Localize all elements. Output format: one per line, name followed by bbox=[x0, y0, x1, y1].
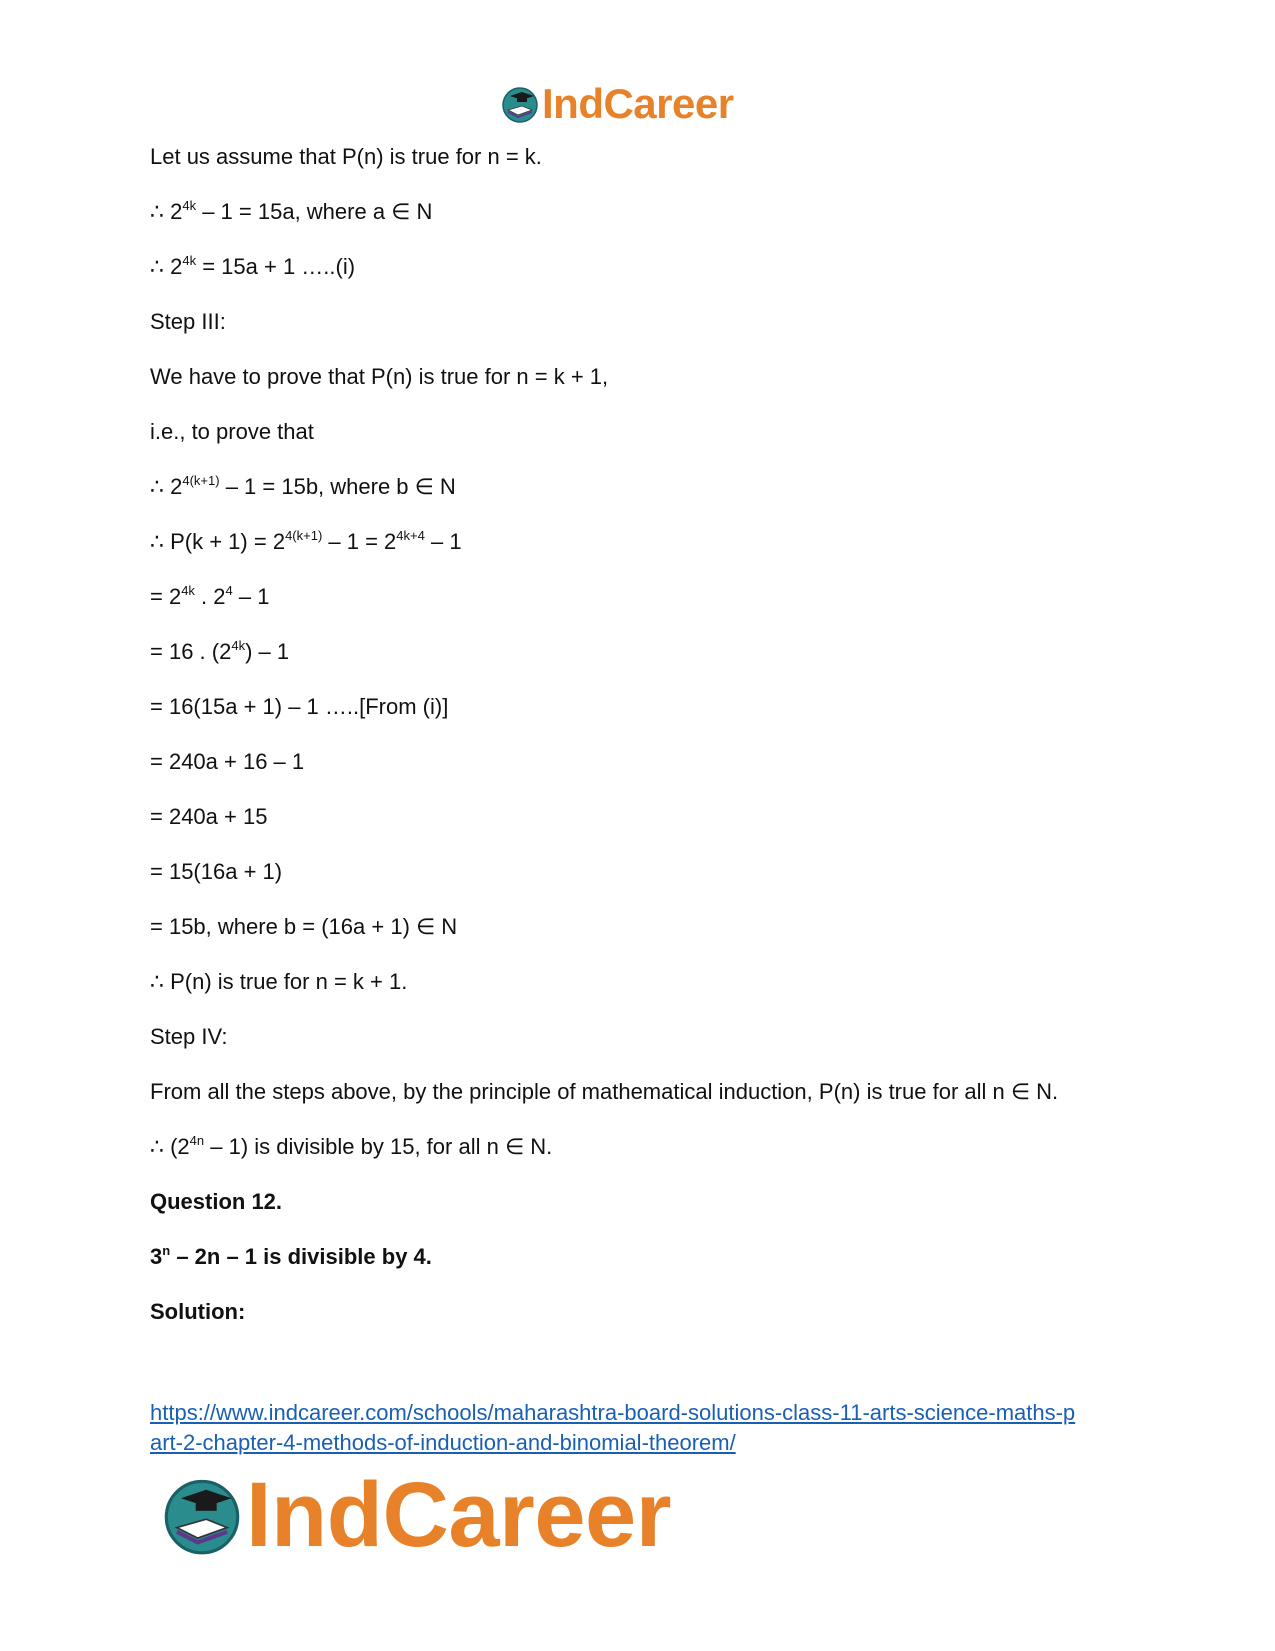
text-run: = 16(15a + 1) – 1 …..[From (i)] bbox=[150, 694, 449, 719]
superscript: 4k+4 bbox=[396, 528, 425, 543]
text-run: Step III: bbox=[150, 309, 226, 334]
text-run: – 1 = 15a, where a ∈ N bbox=[196, 199, 433, 224]
text-line-7 bbox=[150, 472, 1150, 502]
text-run: ∴ 2 bbox=[150, 474, 183, 499]
text-run: = 16 . (2 bbox=[150, 639, 232, 664]
text-line-4 bbox=[150, 307, 1150, 337]
text-run: = 240a + 16 – 1 bbox=[150, 749, 305, 774]
text-run: – 1 bbox=[232, 584, 270, 609]
header-logo-text: IndCareer bbox=[542, 80, 734, 127]
text-run: From all the steps above, by the principle of mathematical induction, P(n) is true for all n ∈ N. bbox=[150, 1079, 1059, 1104]
globe-graduation-cap-book-icon bbox=[160, 1473, 244, 1557]
source-link-line-2[interactable]: art-2-chapter-4-methods-of-induction-and-binomial-theorem/ bbox=[150, 1430, 736, 1455]
text-run: Question 12. bbox=[150, 1189, 283, 1214]
text-line-14 bbox=[150, 857, 1150, 887]
superscript: 4k bbox=[181, 583, 195, 598]
text-line-13 bbox=[150, 802, 1150, 832]
text-run: 3 bbox=[150, 1244, 163, 1269]
text-line-17 bbox=[150, 1022, 1150, 1052]
text-line-6 bbox=[150, 417, 1150, 447]
text-line-18 bbox=[150, 1077, 1150, 1107]
footer-logo-text: IndCareer bbox=[246, 1463, 671, 1566]
text-run: ∴ P(n) is true for n = k + 1. bbox=[150, 969, 408, 994]
superscript: 4k bbox=[182, 253, 197, 268]
text-line-8 bbox=[150, 527, 1150, 557]
text-line-12 bbox=[150, 747, 1150, 777]
text-line-3 bbox=[150, 252, 1150, 282]
text-run: ) – 1 bbox=[245, 639, 290, 664]
text-line-15 bbox=[150, 912, 1150, 942]
text-line-5 bbox=[150, 362, 1150, 392]
text-line-20 bbox=[150, 1187, 1150, 1217]
header-logo bbox=[500, 80, 734, 128]
superscript: 4(k+1) bbox=[182, 473, 220, 488]
text-line-1 bbox=[150, 142, 1150, 172]
text-line-21 bbox=[150, 1242, 1150, 1272]
text-run: ∴ 2 bbox=[150, 199, 183, 224]
text-run: – 2n – 1 is divisible by 4. bbox=[170, 1244, 432, 1269]
superscript: 4k bbox=[182, 198, 197, 213]
source-link-line-1[interactable]: https://www.indcareer.com/schools/maharashtra-board-solutions-class-11-arts-science-maths-p bbox=[150, 1400, 1076, 1425]
text-line-2 bbox=[150, 197, 1150, 227]
text-line-10 bbox=[150, 637, 1150, 667]
text-line-11 bbox=[150, 692, 1150, 722]
text-run: = 15(16a + 1) bbox=[150, 859, 283, 884]
text-run: Let us assume that P(n) is true for n = k. bbox=[150, 144, 542, 169]
text-run: = 15a + 1 …..(i) bbox=[196, 254, 356, 279]
globe-graduation-cap-book-icon bbox=[500, 84, 540, 124]
superscript: 4 bbox=[225, 583, 233, 598]
text-run: – 1) is divisible by 15, for all n ∈ N. bbox=[204, 1134, 553, 1159]
text-line-9 bbox=[150, 582, 1150, 612]
text-run: Solution: bbox=[150, 1299, 246, 1324]
text-run: = 15b, where b = (16a + 1) ∈ N bbox=[150, 914, 458, 939]
superscript: n bbox=[162, 1243, 171, 1258]
text-run: ∴ P(k + 1) = 2 bbox=[150, 529, 286, 554]
text-run: We have to prove that P(n) is true for n = k + 1, bbox=[150, 364, 609, 389]
superscript: 4k bbox=[231, 638, 246, 653]
text-run: ∴ 2 bbox=[150, 254, 183, 279]
text-run: ∴ (2 bbox=[150, 1134, 190, 1159]
document-body bbox=[150, 142, 1150, 1352]
text-run: = 240a + 15 bbox=[150, 804, 268, 829]
text-run: Step IV: bbox=[150, 1024, 228, 1049]
text-line-19 bbox=[150, 1132, 1150, 1162]
text-run: – 1 = 15b, where b ∈ N bbox=[219, 474, 456, 499]
text-run: – 1 = 2 bbox=[322, 529, 397, 554]
text-line-22 bbox=[150, 1297, 1150, 1327]
text-run: . 2 bbox=[194, 584, 226, 609]
text-run: – 1 bbox=[424, 529, 462, 554]
superscript: 4n bbox=[189, 1133, 205, 1148]
text-run: = 2 bbox=[150, 584, 182, 609]
text-run: i.e., to prove that bbox=[150, 419, 314, 444]
footer-logo bbox=[160, 1465, 671, 1565]
text-line-16 bbox=[150, 967, 1150, 997]
source-link-block bbox=[150, 1398, 1150, 1458]
superscript: 4(k+1) bbox=[285, 528, 323, 543]
